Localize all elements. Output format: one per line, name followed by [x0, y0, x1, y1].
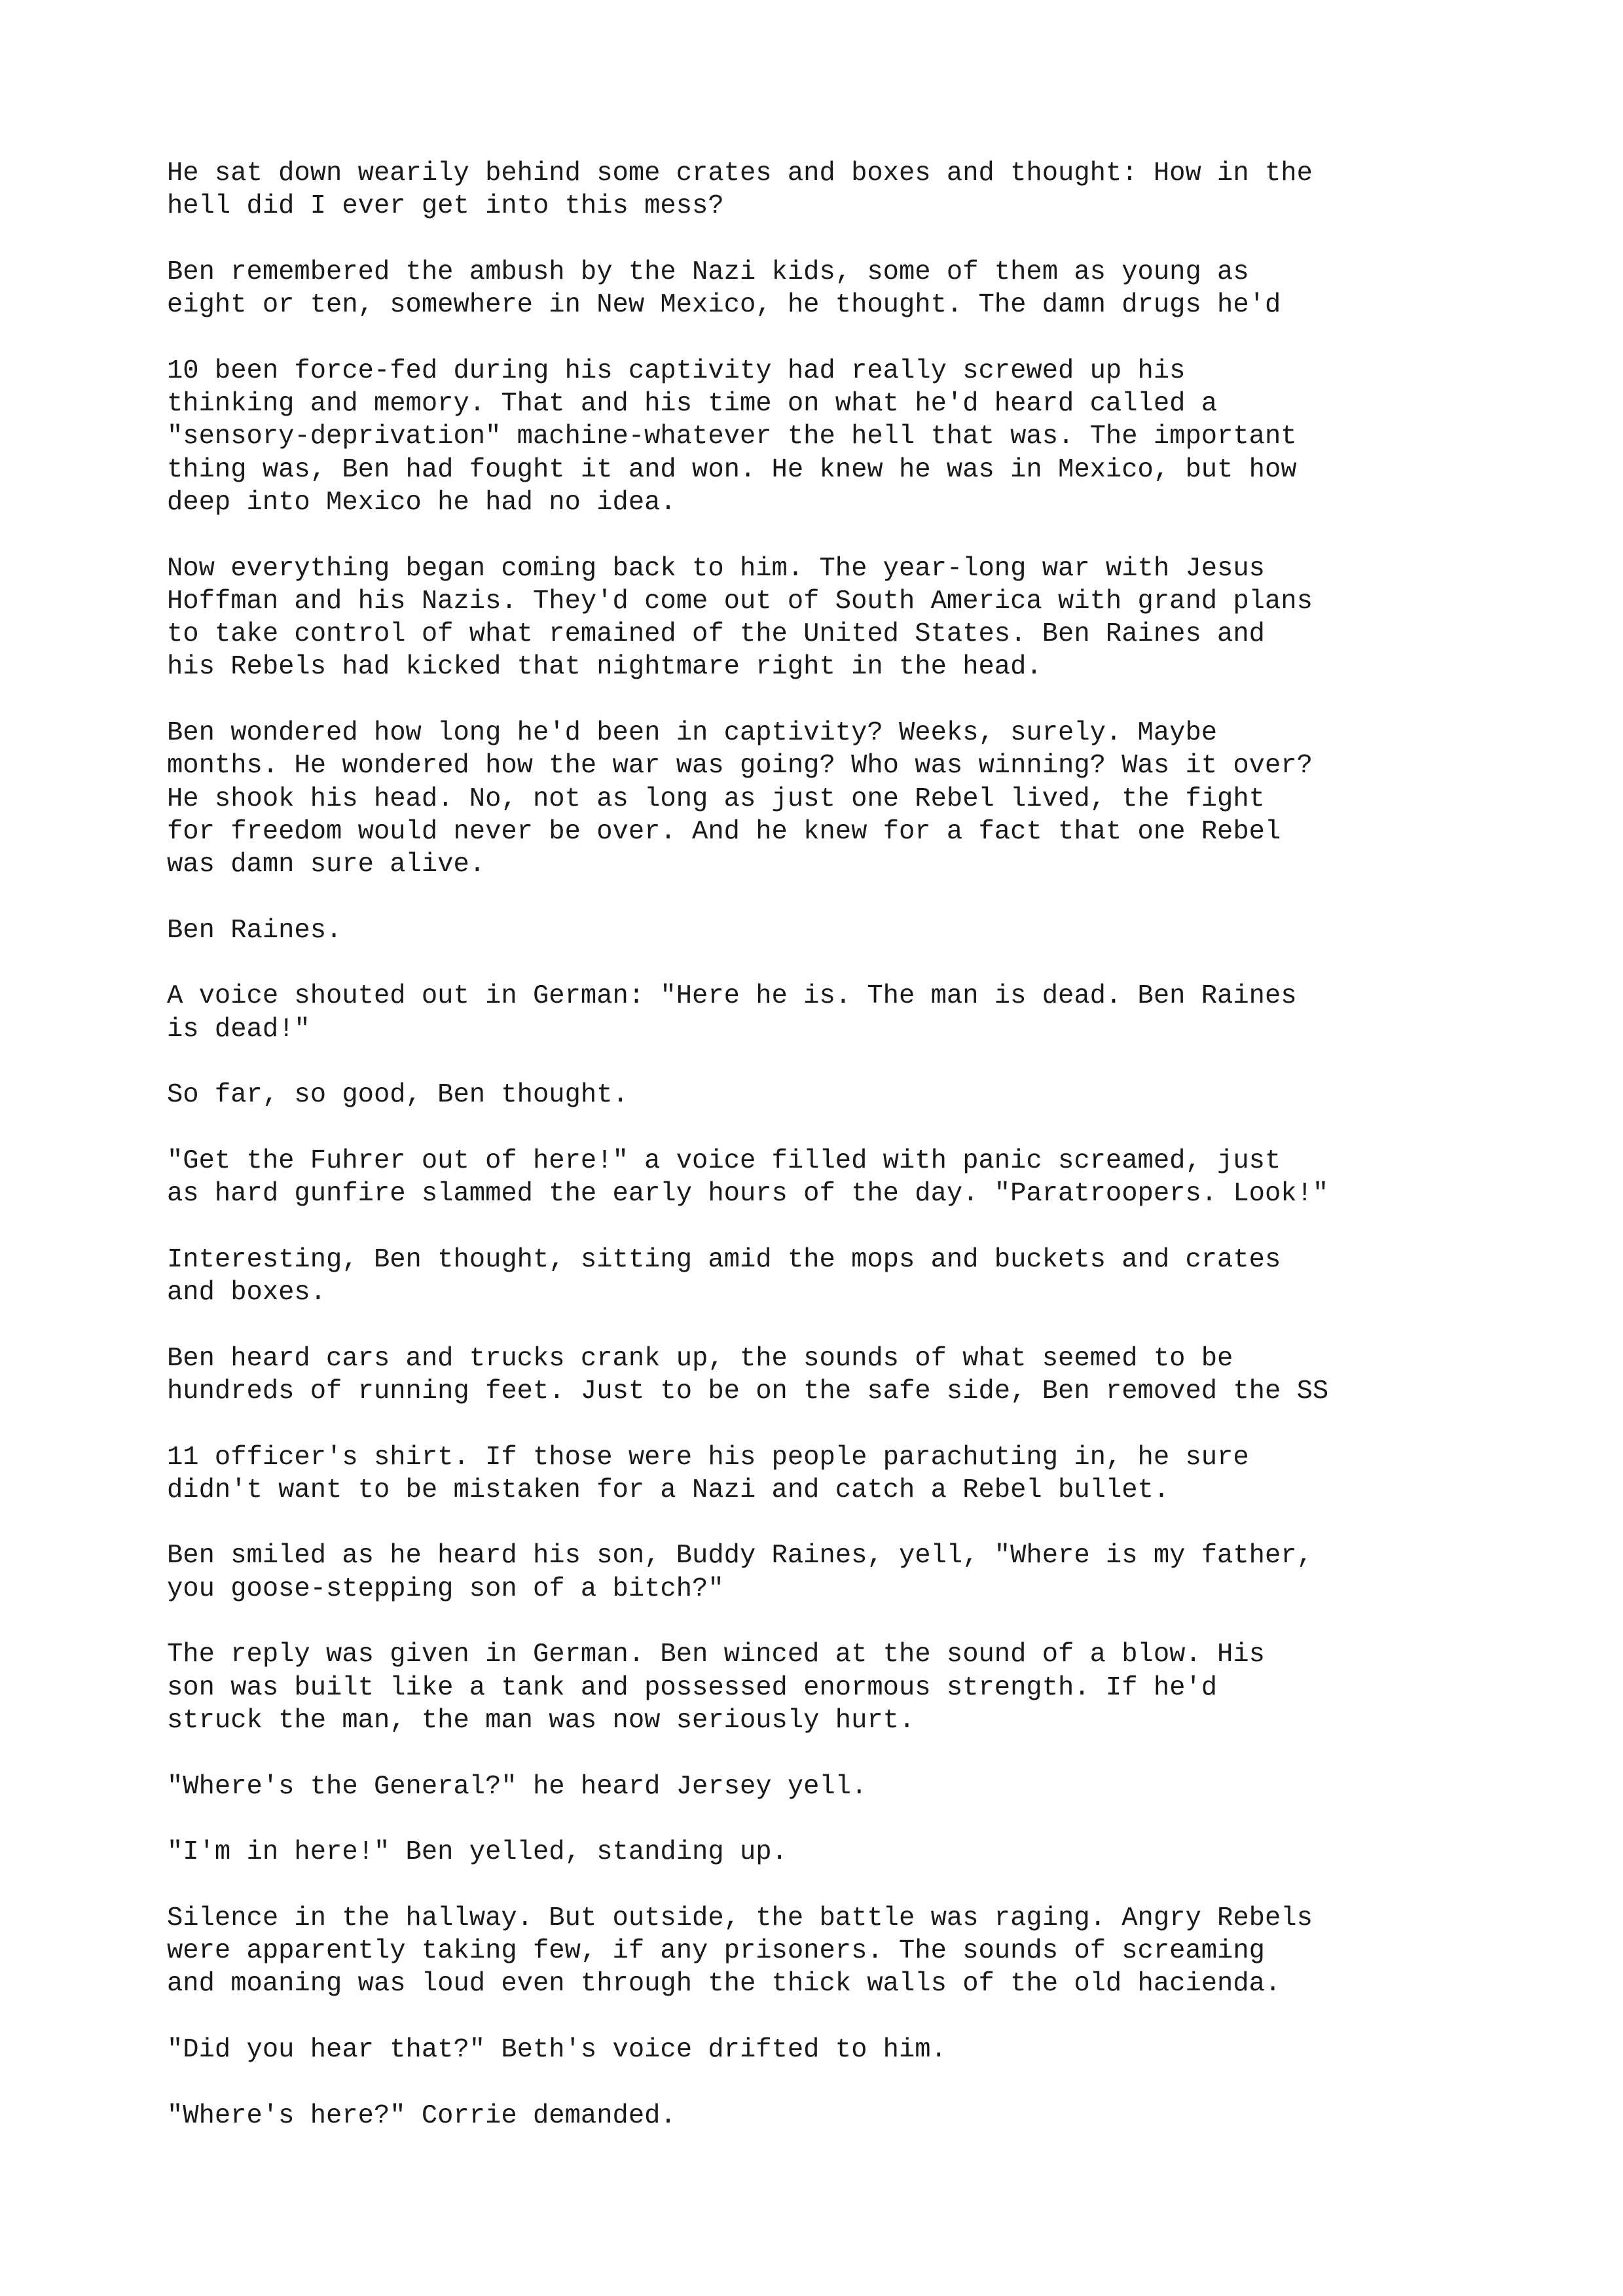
text-line: hell did I ever get into this mess?	[167, 191, 724, 222]
paragraph	[167, 1836, 1575, 1869]
paragraph	[167, 355, 1575, 519]
paragraph	[167, 2034, 1575, 2066]
paragraph	[167, 1244, 1575, 1310]
paragraph	[167, 914, 1575, 947]
text-line: Ben smiled as he heard his son, Buddy Raines, yell, "Where is my father,	[167, 1541, 1313, 1571]
text-line: son was built like a tank and possessed enormous strength. If he'd	[167, 1672, 1218, 1703]
text-line: Silence in the hallway. But outside, the battle was raging. Angry Rebels	[167, 1903, 1313, 1933]
text-line: Ben remembered the ambush by the Nazi kids, some of them as young as	[167, 257, 1249, 287]
text-line: The reply was given in German. Ben winced at the sound of a blow. His	[167, 1640, 1265, 1670]
text-line: hundreds of running feet. Just to be on the safe side, Ben removed the SS	[167, 1376, 1329, 1407]
paragraph	[167, 1902, 1575, 2001]
text-line: Hoffman and his Nazis. They'd come out of South America with grand plans	[167, 586, 1313, 617]
text-line: his Rebels had kicked that nightmare right in the head.	[167, 652, 1042, 683]
text-line: He shook his head. No, not as long as just one Rebel lived, the fight	[167, 783, 1265, 814]
paragraph	[167, 980, 1575, 1046]
paragraph	[167, 1441, 1575, 1507]
text-line: "Where's here?" Corrie demanded.	[167, 2100, 676, 2131]
text-line: "Where's the General?" he heard Jersey yell.	[167, 1771, 867, 1802]
text-line: Ben heard cars and trucks crank up, the sounds of what seemed to be	[167, 1343, 1233, 1374]
document-body	[167, 157, 1575, 2165]
paragraph	[167, 552, 1575, 684]
text-line: So far, so good, Ben thought.	[167, 1080, 629, 1111]
text-line: thinking and memory. That and his time on what he'd heard called a	[167, 389, 1218, 420]
text-line: "sensory-deprivation" machine-whatever the hell that was. The important	[167, 422, 1297, 452]
text-line: were apparently taking few, if any prisoners. The sounds of screaming	[167, 1936, 1265, 1967]
text-line: is dead!"	[167, 1014, 310, 1045]
text-line: 11 officer's shirt. If those were his people parachuting in, he sure	[167, 1442, 1249, 1473]
text-line: Ben Raines.	[167, 915, 342, 946]
text-line: thing was, Ben had fought it and won. He knew he was in Mexico, but how	[167, 454, 1297, 485]
text-line: "I'm in here!" Ben yelled, standing up.	[167, 1837, 788, 1868]
text-line: 10 been force-fed during his captivity had really screwed up his	[167, 355, 1186, 386]
text-line: didn't want to be mistaken for a Nazi and catch a Rebel bullet.	[167, 1475, 1170, 1505]
paragraph	[167, 157, 1575, 223]
paragraph	[167, 256, 1575, 322]
text-line: and moaning was loud even through the thick walls of the old hacienda.	[167, 1969, 1281, 2000]
paragraph	[167, 1638, 1575, 1737]
text-line: Interesting, Ben thought, sitting amid the mops and buckets and crates	[167, 1244, 1281, 1275]
text-line: you goose-stepping son of a bitch?"	[167, 1573, 724, 1604]
paragraph	[167, 1079, 1575, 1111]
paragraph	[167, 1539, 1575, 1605]
text-line: as hard gunfire slammed the early hours of the day. "Paratroopers. Look!"	[167, 1179, 1329, 1210]
text-line: was damn sure alive.	[167, 850, 486, 880]
text-line: "Did you hear that?" Beth's voice drifted to him.	[167, 2034, 947, 2065]
text-line: struck the man, the man was now seriously hurt.	[167, 1705, 915, 1736]
text-line: A voice shouted out in German: "Here he is. The man is dead. Ben Raines	[167, 981, 1297, 1012]
paragraph	[167, 1770, 1575, 1803]
text-line: eight or ten, somewhere in New Mexico, he thought. The damn drugs he'd	[167, 290, 1281, 321]
text-line: to take control of what remained of the United States. Ben Raines and	[167, 619, 1265, 650]
paragraph	[167, 1342, 1575, 1408]
text-line: and boxes.	[167, 1278, 327, 1308]
paragraph	[167, 2100, 1575, 2132]
text-line: deep into Mexico he had no idea.	[167, 487, 676, 518]
text-line: months. He wondered how the war was going? Who was winning? Was it over?	[167, 751, 1313, 781]
text-line: for freedom would never be over. And he knew for a fact that one Rebel	[167, 816, 1281, 847]
text-line: "Get the Fuhrer out of here!" a voice filled with panic screamed, just	[167, 1145, 1281, 1176]
text-line: He sat down wearily behind some crates and boxes and thought: How in the	[167, 158, 1313, 188]
paragraph	[167, 1145, 1575, 1211]
text-line: Now everything began coming back to him. The year-long war with Jesus	[167, 553, 1265, 584]
text-line: Ben wondered how long he'd been in captivity? Weeks, surely. Maybe	[167, 718, 1218, 749]
paragraph	[167, 717, 1575, 881]
